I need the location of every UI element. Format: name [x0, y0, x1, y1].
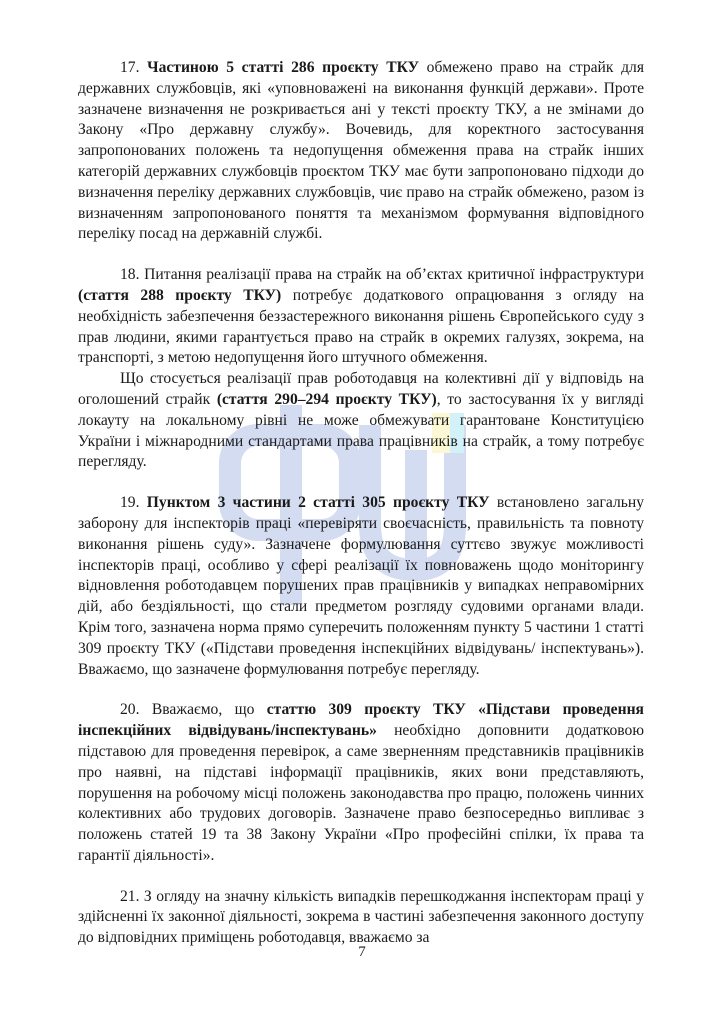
paragraph-20	[78, 700, 644, 866]
bold-reference: (стаття 288 проєкту ТКУ)	[78, 286, 282, 304]
text-run: встановлено загальну заборону для інспекторів праці «перевіряти своєчасність, правильність та повноту виконання рішень суду». Зазначене формулювання суттєво звужує можливості інспекторів праці, особливо у сфері реалізації їх повноважень щодо моніторингу відновлення роботодавцем порушених прав працівників у випадках неправомірних дій, або бездіяльності, що стали предметом розгляду судовими органами влади. Крім того, зазначена норма прямо суперечить положенням пункту 5 частини 1 статті 309 проєкту ТКУ («Підстави проведення інспекційних відвідувань/ інспектувань»). Вважаємо, що зазначене формулювання потребує перегляду.	[78, 494, 644, 678]
bold-reference: (стаття 290–294 проєкту ТКУ)	[216, 390, 437, 408]
page-number: 7	[358, 944, 366, 960]
paragraph-17	[78, 58, 644, 245]
text-run: 17.	[120, 59, 148, 76]
paragraph-19	[78, 493, 644, 680]
text-run: 18. Питання реалізації права на страйк на об’єктах критичної інфраструктури	[120, 266, 644, 284]
paragraph-18	[78, 265, 644, 369]
bold-reference: Частиною 5 статті 286 проєкту ТКУ	[147, 59, 420, 76]
paragraph-21	[78, 887, 644, 949]
text-run: необхідно доповнити додатковою підставою для проведення перевірок, а саме зверненням представників працівників про наявні, на підставі інформації працівників, яких вони представляють, порушення на робочому місці положень законодавства про працю, положень чинних колективних або трудових договорів. Зазначене право безпосередньо випливає з положень статей 19 та 38 Закону України «Про професійні спілки, їх права та гарантії діяльності».	[78, 722, 644, 864]
text-run: Що стосується реалізації прав роботодавця на колективні дії у відповідь на оголошений страйк	[78, 370, 644, 408]
bold-reference: Пунктом 3 частини 2 статті 305 проєкту ТКУ	[146, 494, 490, 512]
text-run: потребує додаткового опрацювання з огляду на необхідність забезпечення беззастережного виконання рішень Європейського суду з прав людини, якими гарантується право на страйк в окремих галузях, зокрема, на транспорті, з метою недопущення його штучного обмеження.	[78, 286, 644, 367]
text-run: 20. Вважаємо, що	[120, 701, 267, 719]
paragraph-18-continued	[78, 369, 644, 473]
text-run: 21. З огляду на значну кількість випадків перешкоджання інспекторам праці у здійсненні їх законної діяльності, зокрема в частині забезпечення законного доступу до відповідних приміщень роботодавця, вважаємо за	[78, 887, 644, 947]
text-run: 19.	[120, 494, 147, 512]
document-body	[78, 58, 644, 949]
text-run: обмежено право на страйк для державних службовців, які «уповноважені на виконання функцій держави». Проте зазначене визначення не розкривається ані у тексті проєкту ТКУ, а не змінами до Закону «Про державну службу». Вочевидь, для коректного застосування запропонованих положень та недопущення обмеження права на страйк інших категорій державних службовців проєктом ТКУ має бути запропоновано підходи до визначення переліку державних службовців, чиє право на страйк обмежено, разом із визначенням запропонованого поняття та механізмом формування відповідного переліку посад на державній службі.	[78, 59, 644, 243]
text-run: , то застосування їх у вигляді локауту на локальному рівні не може обмежувати гарантоване Конституцією України і міжнародними стандартами права працівників на страйк, а тому потребує перегляду.	[78, 390, 644, 471]
bold-reference: статтю 309 проєкту ТКУ «Підстави проведення інспекційних відвідувань/інспектувань»	[78, 701, 644, 740]
